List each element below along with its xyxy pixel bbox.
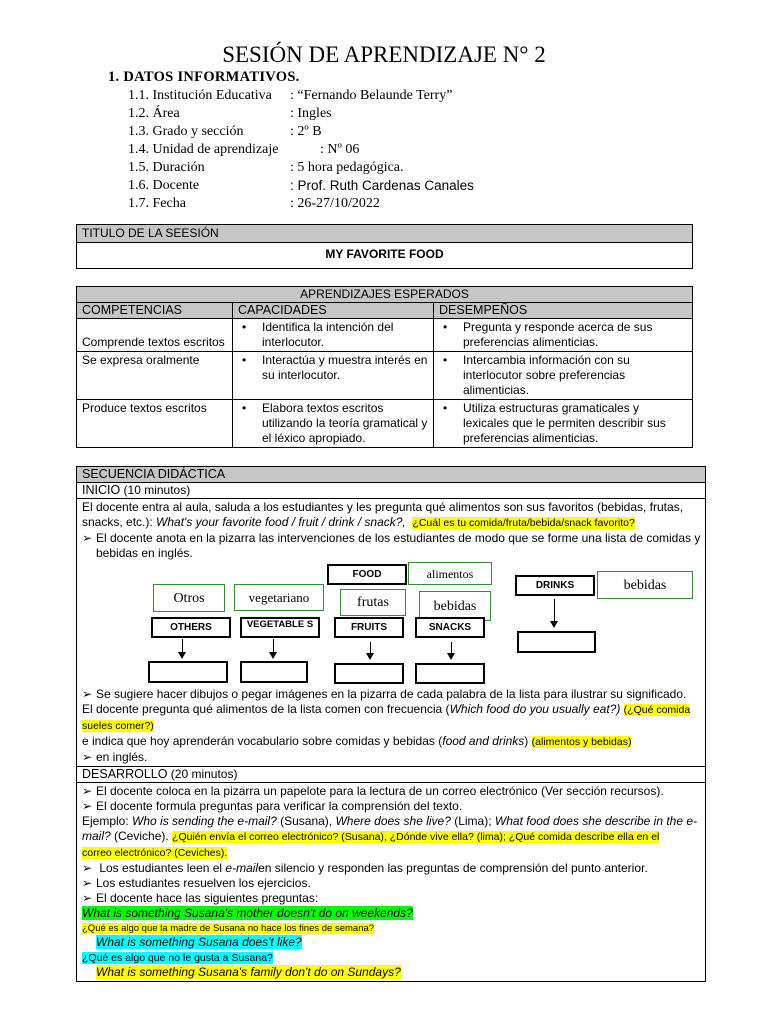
label-frutas: frutas [340,589,406,616]
arrow-line [273,639,274,652]
inicio-body: El docente entra al aula, saluda a los estudiantes y les pregunta qué alimentos son sus favoritos (bebidas, frutas, snacks, etc.): What's your favorite food / fruit / drink / snack?, ¿Cuál es tu comida/fruta/bebida/snack favorito? ➢ El docente anota en la pizarra las intervenciones de los estudiantes de modo que se forme una lista de comidas y bebidas en inglés. ➢ Se sugiere hacer dibujos o pegar imágenes en la pizarra de cada palabra de la lista para ilustrar su significado. El docente pregunta qué alimentos de la lista comen con frecuencia (Which food do you usually eat?) (¿Qué comida sueles comer?) e indica que hoy aprenderán vocabulario sobre comidas y bebidas (food and drinks) (alimentos y bebidas) ➢ en inglés. [77,499,706,767]
question-3: What is something Susana's family don't do on Sundays? [96,965,401,979]
arrow-line [182,639,183,652]
arrow-head [178,652,186,659]
col-competencias: COMPETENCIAS [77,303,233,319]
label-alimentos: alimentos [408,562,492,585]
label-bebidas: bebidas [419,591,491,621]
label-otros: Otros [153,584,225,612]
col-desempenos: DESEMPEÑOS [434,303,693,319]
arrow-head [550,621,558,628]
fruits-box: FRUITS [334,617,404,638]
capacidad-cell: • Elabora textos escritos utilizando la teoría gramatical y el léxico apropiado. [233,400,434,448]
question-2: What is something Susana does't like? [96,935,302,949]
empty-box-snacks [415,663,485,684]
highlight-text: (¿Qué comida [623,704,691,716]
capacidad-cell: • Interactúa y muestra interés en su interlocutor. [233,352,434,400]
desarrollo-header: DESARROLLO (20 minutos) [77,767,706,783]
aprendizajes-table [76,286,693,448]
drinks-box: DRINKS [515,575,595,596]
empty-box-drinks [517,631,596,653]
competencia-cell: Se expresa oralmente [77,352,233,400]
empty-box-others [148,661,228,683]
session-title: MY FAVORITE FOOD [77,243,693,269]
question-2-es: ¿Qué es algo que no le gusta a Susana? [82,952,273,964]
titulo-header: TITULO DE LA SEESIÓN [77,225,693,243]
arrow-head [447,653,455,660]
arrow-line [370,642,371,653]
highlight-text: (alimentos y bebidas) [531,736,632,748]
highlight-text: ¿Cuál es tu comida/fruta/bebida/snack favorito? [412,517,635,529]
datos-heading: 1. DATOS INFORMATIVOS. [108,69,300,85]
desempeno-cell: • Pregunta y responde acerca de sus preferencias alimenticias. [434,319,693,352]
empty-box-fruits [334,663,404,684]
capacidad-cell: • Identifica la intención del interlocutor. [233,319,434,352]
highlight-text: ¿Quién envía el correo electrónico? (Susana), ¿Dónde vive ella? (lima); ¿Qué comida describe ella en el [172,831,660,843]
arrow-head [366,653,374,660]
question-1: What is something Susana's mother doesn't do on weekends? [82,906,413,920]
arrow-line [451,642,452,653]
highlight-text: sueles comer?) [82,720,154,732]
inicio-header: INICIO (10 minutos) [77,483,706,499]
desempeno-cell: • Utiliza estructuras gramaticales y lexicales que le permiten describir sus preferencias alimenticias. [434,400,693,448]
vegetables-box: VEGETABLE S [240,617,320,638]
titulo-table [76,224,693,269]
secuencia-header: SECUENCIA DIDÁCTICA [77,467,706,483]
others-box: OTHERS [151,617,231,638]
label-bebidas-right: bebidas [597,571,693,599]
desarrollo-body: ➢ El docente coloca en la pizarra un papelote para la lectura de un correo electrónico (Ver sección recursos). ➢ El docente formula preguntas para verificar la comprensión del texto. Ejemplo: Who is sending the e-mail? (Susana), Where does she live? (Lima); What food does she describe in the e- mail? (Ceviche). ¿Quién envía el correo electrónico? (Susana), ¿Dónde vive ella? (lima); ¿Qué comida describe ella en el correo electrónico? (Ceviches). ➢ Los estudiantes leen el e-mailen silencio y responden las preguntas de comprensión del punto anterior. ➢ Los estudiantes resuelven los ejercicios. ➢ El docente hace las siguientes preguntas: What is something Susana's mother doesn't do on weekends? ¿Qué es algo que la madre de Susana no hace los fines de semana? What is something Susana does't like? ¿Qué es algo que no le gusta a Susana? What is something Susana's family don't do on Sundays? [77,783,706,982]
arrow-line [554,599,555,621]
page-title: SESIÓN DE APRENDIZAJE N° 2 [222,42,546,67]
arrow-head [269,652,277,659]
question-1-es: ¿Qué es algo que la madre de Susana no hace los fines de semana? [82,923,375,934]
label-vegetariano: vegetariano [234,584,324,611]
competencia-cell: Produce textos escritos [77,400,233,448]
col-capacidades: CAPACIDADES [233,303,434,319]
secuencia-table [76,466,706,982]
empty-box-vegetables [240,661,308,683]
food-box: FOOD [327,564,407,585]
highlight-text: correo electrónico? (Ceviches). [82,847,228,859]
aprendizajes-header: APRENDIZAJES ESPERADOS [77,287,693,303]
snacks-box: SNACKS [415,617,485,638]
competencia-cell: Comprende textos escritos [77,319,233,352]
desempeno-cell: • Intercambia información con su interlocutor sobre preferencias alimenticias. [434,352,693,400]
